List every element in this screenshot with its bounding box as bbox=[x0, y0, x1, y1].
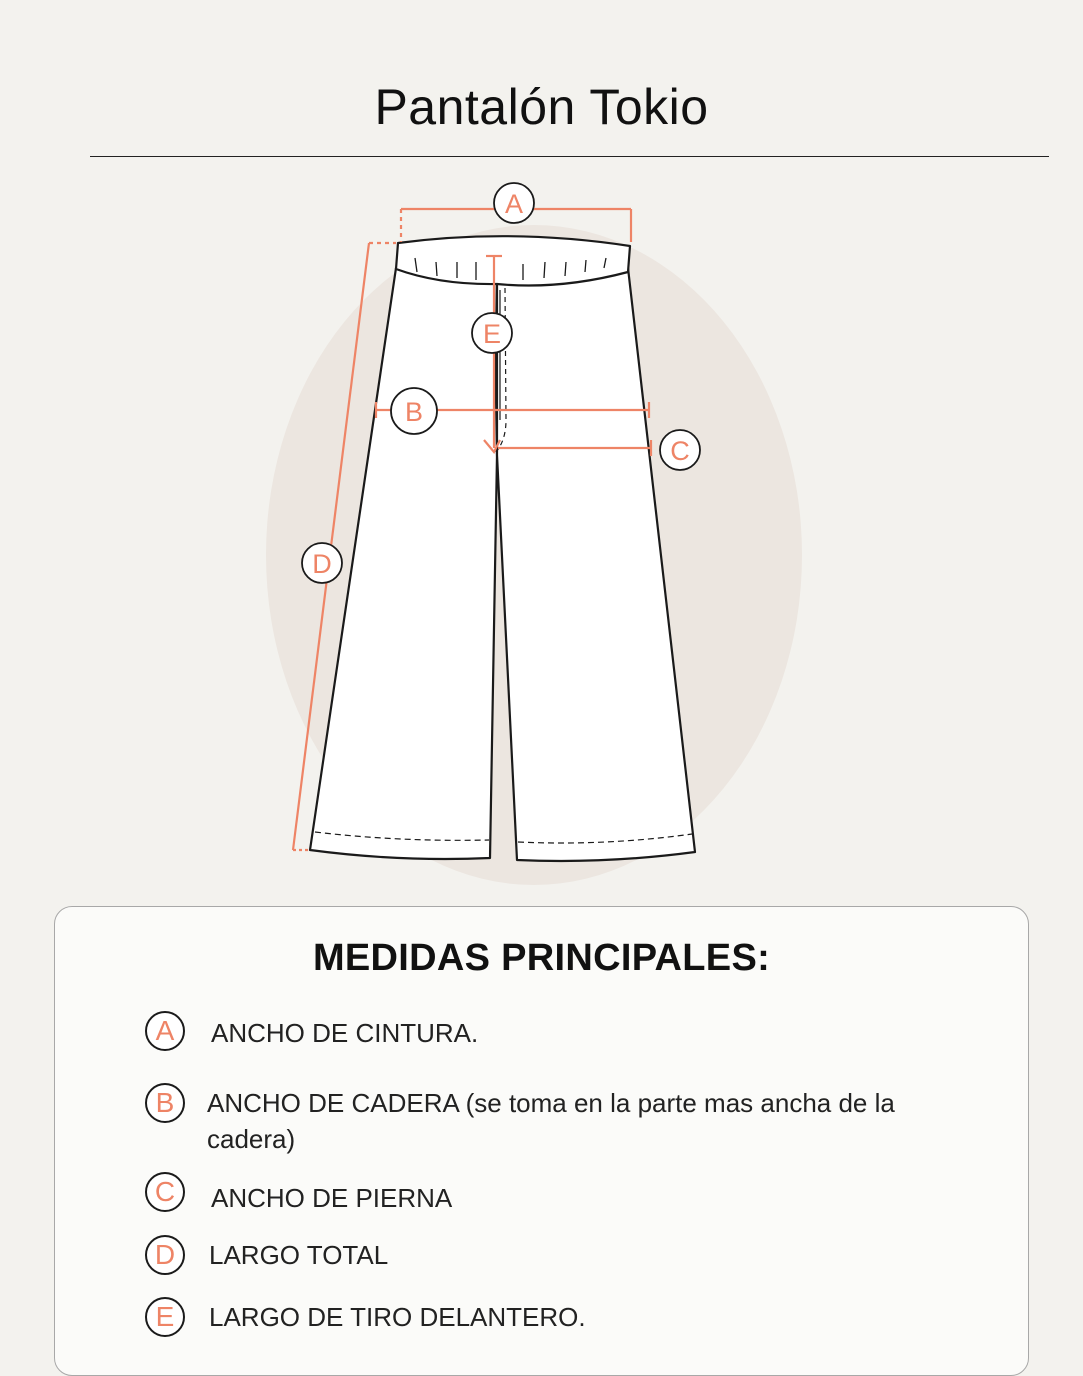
measures-heading: MEDIDAS PRINCIPALES: bbox=[312, 937, 771, 979]
measure-item-c bbox=[145, 1172, 931, 1216]
label-c-badge bbox=[660, 430, 700, 470]
measure-d-badge: D bbox=[145, 1235, 185, 1275]
measure-a-text: ANCHO DE CINTURA. bbox=[211, 1018, 479, 1048]
label-a-badge bbox=[494, 183, 534, 223]
measure-item-a bbox=[145, 1011, 931, 1051]
measure-d-text: LARGO TOTAL bbox=[209, 1240, 389, 1270]
measure-b-badge: B bbox=[145, 1083, 185, 1123]
measure-c-badge: C bbox=[145, 1172, 185, 1212]
label-b-badge bbox=[391, 388, 437, 434]
label-d-badge bbox=[302, 543, 342, 583]
measures-card bbox=[54, 906, 1029, 1376]
measure-c-text: ANCHO DE PIERNA bbox=[211, 1183, 453, 1213]
label-e-badge bbox=[472, 313, 512, 353]
label-e-text: E bbox=[482, 319, 502, 349]
measure-e-badge: E bbox=[145, 1297, 185, 1337]
measure-b-text: ANCHO DE CADERA (se toma en la parte mas ancha de la cadera) bbox=[207, 1088, 895, 1154]
measure-a-badge: A bbox=[145, 1011, 185, 1051]
measure-item-e bbox=[145, 1297, 929, 1337]
measure-item-b bbox=[145, 1083, 927, 1157]
label-b-text: B bbox=[404, 397, 424, 427]
measure-e-text: LARGO DE TIRO DELANTERO. bbox=[209, 1302, 586, 1332]
measure-item-d bbox=[145, 1235, 929, 1275]
label-a-text: A bbox=[504, 189, 524, 219]
page-title: Pantalón Tokio bbox=[374, 79, 709, 135]
label-d-text: D bbox=[312, 549, 332, 579]
label-c-text: C bbox=[670, 436, 690, 466]
